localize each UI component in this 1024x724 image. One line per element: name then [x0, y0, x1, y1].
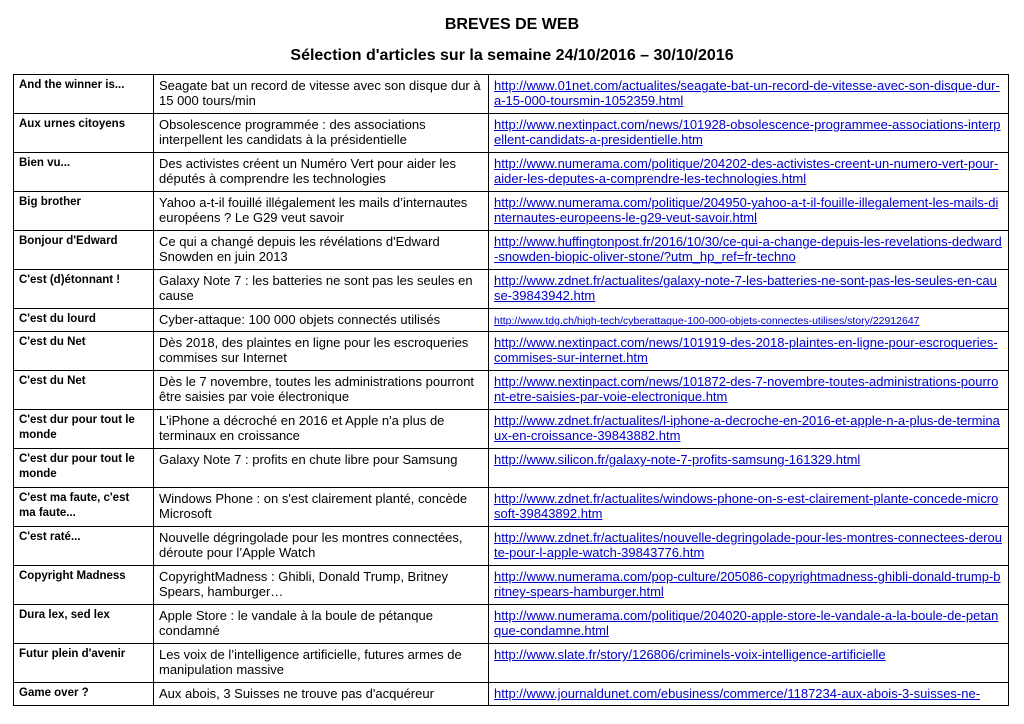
table-row: [14, 75, 1009, 114]
article-link[interactable]: http://www.numerama.com/pop-culture/205086-copyrightmadness-ghibli-donald-trump-britney-spears-hamburger.html: [494, 569, 1001, 599]
description-cell: Yahoo a-t-il fouillé illégalement les mails d’internautes européens ? Le G29 veut savoir: [154, 192, 489, 231]
article-link[interactable]: http://www.zdnet.fr/actualites/nouvelle-degringolade-pour-les-montres-connectees-deroute-pour-l-apple-watch-39843776.htm: [494, 530, 1002, 560]
article-link[interactable]: http://www.numerama.com/politique/204202-des-activistes-creent-un-numero-vert-pour-aider-les-deputes-a-comprendre-les-technologies.html: [494, 156, 999, 186]
url-cell: [489, 644, 1009, 683]
table-row: [14, 683, 1009, 706]
description-cell: L'iPhone a décroché en 2016 et Apple n'a plus de terminaux en croissance: [154, 410, 489, 449]
article-link[interactable]: http://www.huffingtonpost.fr/2016/10/30/ce-qui-a-change-depuis-les-revelations-dedward-snowden-biopic-oliver-stone/?utm_hp_ref=fr-techno: [494, 234, 1002, 264]
description-cell: Windows Phone : on s'est clairement planté, concède Microsoft: [154, 488, 489, 527]
category-cell: C'est du lourd: [14, 309, 154, 332]
description-cell: Apple Store : le vandale à la boule de pétanque condamné: [154, 605, 489, 644]
url-cell: [489, 270, 1009, 309]
category-cell: Copyright Madness: [14, 566, 154, 605]
description-cell: Cyber-attaque: 100 000 objets connectés utilisés: [154, 309, 489, 332]
description-cell: CopyrightMadness : Ghibli, Donald Trump, Britney Spears, hamburger…: [154, 566, 489, 605]
category-cell: C'est du Net: [14, 371, 154, 410]
document-subtitle: Sélection d'articles sur la semaine 24/10/2016 – 30/10/2016: [290, 47, 734, 64]
category-cell: C'est dur pour tout le monde: [14, 410, 154, 449]
description-cell: Seagate bat un record de vitesse avec son disque dur à 15 000 tours/min: [154, 75, 489, 114]
description-cell: Obsolescence programmée : des associations interpellent les candidats à la présidentielle: [154, 114, 489, 153]
table-row: [14, 231, 1009, 270]
table-row: [14, 153, 1009, 192]
url-cell: [489, 371, 1009, 410]
category-cell: Big brother: [14, 192, 154, 231]
table-row: [14, 488, 1009, 527]
article-link[interactable]: http://www.silicon.fr/galaxy-note-7-profits-samsung-161329.html: [494, 452, 861, 467]
article-link[interactable]: http://www.nextinpact.com/news/101928-obsolescence-programmee-associations-interpellent-candidats-a-presidentielle.htm: [494, 117, 1001, 147]
articles-table: [13, 74, 1009, 706]
url-cell: [489, 153, 1009, 192]
description-cell: Dès le 7 novembre, toutes les administrations pourront être saisies par voie électronique: [154, 371, 489, 410]
description-cell: Ce qui a changé depuis les révélations d'Edward Snowden en juin 2013: [154, 231, 489, 270]
url-cell: [489, 488, 1009, 527]
table-row: [14, 527, 1009, 566]
article-link[interactable]: http://www.numerama.com/politique/204020-apple-store-le-vandale-a-la-boule-de-petanque-condamne.html: [494, 608, 999, 638]
article-link[interactable]: http://www.slate.fr/story/126806/criminels-voix-intelligence-artificielle: [494, 647, 886, 662]
description-cell: Galaxy Note 7 : profits en chute libre pour Samsung: [154, 449, 489, 488]
category-cell: Futur plein d'avenir: [14, 644, 154, 683]
table-row: [14, 371, 1009, 410]
category-cell: Aux urnes citoyens: [14, 114, 154, 153]
url-cell: [489, 332, 1009, 371]
url-cell: [489, 410, 1009, 449]
table-row: [14, 566, 1009, 605]
url-cell: [489, 527, 1009, 566]
table-row: [14, 449, 1009, 488]
table-row: [14, 332, 1009, 371]
table-row: [14, 644, 1009, 683]
article-link[interactable]: http://www.tdg.ch/high-tech/cyberattaque-100-000-objets-connectes-utilises/story/22912647: [494, 315, 920, 327]
document-title: BREVES DE WEB: [444, 16, 580, 33]
category-cell: C'est du Net: [14, 332, 154, 371]
description-cell: Aux abois, 3 Suisses ne trouve pas d'acquéreur: [154, 683, 489, 706]
url-cell: [489, 231, 1009, 270]
category-cell: Bien vu...: [14, 153, 154, 192]
description-cell: Dès 2018, des plaintes en ligne pour les escroqueries commises sur Internet: [154, 332, 489, 371]
table-row: [14, 114, 1009, 153]
url-cell: [489, 114, 1009, 153]
table-row: [14, 410, 1009, 449]
table-row: [14, 605, 1009, 644]
article-link[interactable]: http://www.zdnet.fr/actualites/windows-phone-on-s-est-clairement-plante-concede-microsoft-39843892.htm: [494, 491, 999, 521]
article-link[interactable]: http://www.zdnet.fr/actualites/l-iphone-a-decroche-en-2016-et-apple-n-a-plus-de-terminaux-en-croissance-39843882.htm: [494, 413, 1000, 443]
url-cell: [489, 309, 1009, 332]
table-row: [14, 192, 1009, 231]
category-cell: And the winner is...: [14, 75, 154, 114]
url-cell: [489, 566, 1009, 605]
article-link[interactable]: http://www.journaldunet.com/ebusiness/commerce/1187234-aux-abois-3-suisses-ne-: [494, 686, 981, 701]
article-link[interactable]: http://www.zdnet.fr/actualites/galaxy-note-7-les-batteries-ne-sont-pas-les-seules-en-cause-39843942.htm: [494, 273, 997, 303]
description-cell: Nouvelle dégringolade pour les montres connectées, déroute pour l’Apple Watch: [154, 527, 489, 566]
url-cell: [489, 449, 1009, 488]
url-cell: [489, 75, 1009, 114]
description-cell: Des activistes créent un Numéro Vert pour aider les députés à comprendre les technologies: [154, 153, 489, 192]
category-cell: C'est ma faute, c'est ma faute...: [14, 488, 154, 527]
article-link[interactable]: http://www.nextinpact.com/news/101919-des-2018-plaintes-en-ligne-pour-escroqueries-commises-sur-internet.htm: [494, 335, 998, 365]
url-cell: [489, 192, 1009, 231]
url-cell: [489, 605, 1009, 644]
category-cell: C'est (d)étonnant !: [14, 270, 154, 309]
table-row: [14, 309, 1009, 332]
description-cell: Les voix de l’intelligence artificielle, futures armes de manipulation massive: [154, 644, 489, 683]
category-cell: Dura lex, sed lex: [14, 605, 154, 644]
category-cell: C'est dur pour tout le monde: [14, 449, 154, 488]
category-cell: Bonjour d'Edward: [14, 231, 154, 270]
article-link[interactable]: http://www.01net.com/actualites/seagate-bat-un-record-de-vitesse-avec-son-disque-dur-a-15-000-toursmin-1052359.html: [494, 78, 1000, 108]
category-cell: Game over ?: [14, 683, 154, 706]
url-cell: [489, 683, 1009, 706]
article-link[interactable]: http://www.numerama.com/politique/204950-yahoo-a-t-il-fouille-illegalement-les-mails-dinternautes-europeens-le-g29-veut-savoir.html: [494, 195, 999, 225]
article-link[interactable]: http://www.nextinpact.com/news/101872-des-7-novembre-toutes-administrations-pourront-etre-saisies-par-voie-electronique.htm: [494, 374, 999, 404]
category-cell: C'est raté...: [14, 527, 154, 566]
description-cell: Galaxy Note 7 : les batteries ne sont pas les seules en cause: [154, 270, 489, 309]
table-row: [14, 270, 1009, 309]
